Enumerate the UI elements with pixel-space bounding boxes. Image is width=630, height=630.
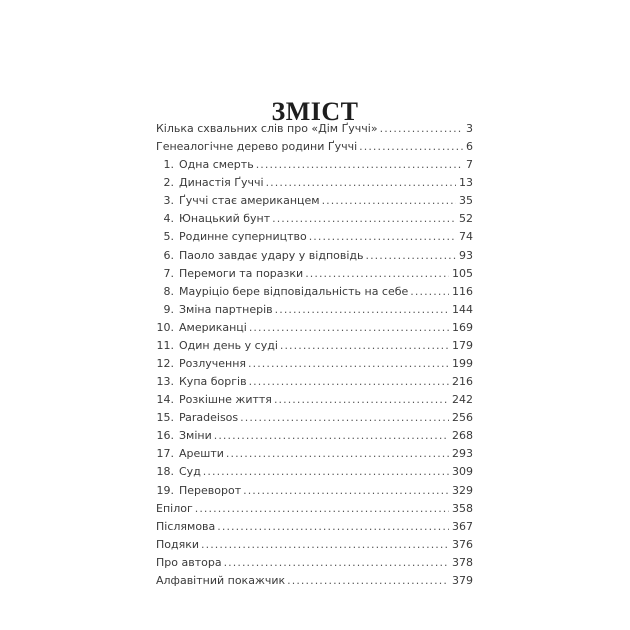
toc-entry (156, 500, 473, 518)
toc-entry-number: 6. (163, 248, 174, 262)
toc-entry-page-number: 199 (452, 357, 473, 371)
toc-entry (156, 409, 473, 427)
toc-entry-title: Розкішне життя (179, 393, 272, 407)
dot-leader (217, 518, 449, 536)
toc-entry-title: Родинне суперництво (179, 230, 307, 244)
toc-entry (156, 319, 473, 337)
dot-leader (410, 283, 449, 301)
toc-entry-page-number: 105 (452, 266, 473, 280)
dot-leader (274, 391, 449, 409)
toc-entry-page-number: 379 (452, 573, 473, 587)
toc-entry-page-number: 169 (452, 320, 473, 334)
toc-entry-number: 18. (156, 465, 174, 479)
dot-leader (280, 337, 449, 355)
toc-entry-title: Династія Ґуччі (179, 176, 264, 190)
toc-entry-page-number: 309 (452, 465, 473, 479)
toc-entry (156, 210, 473, 228)
toc-entry (156, 355, 473, 373)
toc-entry-title: Зміни (179, 429, 212, 443)
toc-entry-number: 1. (163, 158, 174, 172)
toc-entry (156, 228, 473, 246)
toc-entry-page-number: 74 (459, 230, 473, 244)
toc-entry-title: Паоло завдає удару у відповідь (179, 248, 364, 262)
toc-entry-page-number: 256 (452, 411, 473, 425)
toc-entry (156, 482, 473, 500)
toc-entry (156, 301, 473, 319)
dot-leader (248, 355, 449, 373)
toc-entry-page-number: 3 (466, 122, 473, 135)
toc-entry-page-number: 216 (452, 375, 473, 389)
toc-entry-title: Суд (179, 465, 201, 479)
toc-entry-title: Юнацький бунт (179, 212, 271, 226)
dot-leader (272, 210, 456, 228)
toc-entry-title: Зміна партнерів (179, 302, 273, 316)
toc-entry-page-number: 329 (452, 483, 473, 497)
toc-entry-number: 3. (163, 194, 174, 208)
toc-entry (156, 373, 473, 391)
dot-leader (224, 554, 449, 572)
dot-leader (322, 192, 456, 210)
table-of-contents (156, 120, 473, 590)
toc-entry (156, 283, 473, 301)
dot-leader (195, 500, 449, 518)
toc-entry-number: 8. (163, 284, 174, 298)
toc-entry-page-number: 242 (452, 393, 473, 407)
toc-entry-page-number: 376 (452, 537, 473, 551)
toc-entry-number: 2. (163, 176, 174, 190)
dot-leader (240, 409, 449, 427)
toc-entry-page-number: 293 (452, 447, 473, 461)
toc-entry-title: Подяки (156, 537, 200, 551)
dot-leader (203, 463, 449, 481)
toc-entry (156, 445, 473, 463)
toc-entry-page-number: 52 (459, 212, 473, 226)
toc-entry-title: Американці (179, 320, 247, 334)
dot-leader (275, 301, 449, 319)
toc-entry-page-number: 367 (452, 519, 473, 533)
toc-entry-title: Про автора (156, 555, 222, 569)
toc-entry-page-number: 13 (459, 176, 473, 190)
toc-entry-number: 4. (163, 212, 174, 226)
toc-entry-title: Кілька схвальних слів про «Дім Ґуччі» (156, 122, 378, 135)
toc-entry-title: Розлучення (179, 357, 247, 371)
toc-entry-page-number: 116 (452, 284, 473, 298)
toc-entry (156, 337, 473, 355)
toc-entry-number: 13. (156, 375, 174, 389)
toc-entry-page-number: 35 (459, 194, 473, 208)
dot-leader (359, 138, 463, 156)
toc-entry-title: Післямова (156, 519, 216, 533)
dot-leader (256, 156, 463, 174)
toc-entry-number: 10. (156, 320, 174, 334)
toc-entry-number: 11. (156, 338, 174, 352)
dot-leader (214, 427, 449, 445)
toc-entry-page-number: 179 (452, 338, 473, 352)
toc-entry-page-number: 358 (452, 501, 473, 515)
toc-entry (156, 247, 473, 265)
toc-entry (156, 518, 473, 536)
dot-leader (249, 373, 449, 391)
toc-entry-number: 12. (156, 357, 174, 371)
toc-entry-page-number: 6 (466, 140, 473, 154)
toc-entry-title: Генеалогічне дерево родини Ґуччі (156, 140, 358, 154)
dot-leader (249, 319, 449, 337)
toc-entry (156, 138, 473, 156)
toc-entry-title: Купа боргів (179, 375, 247, 389)
toc-entry-title: Мауріціо бере відповідальність на себе (179, 284, 409, 298)
dot-leader (266, 174, 456, 192)
toc-entry-number: 7. (163, 266, 174, 280)
toc-entry-page-number: 93 (459, 248, 473, 262)
toc-entry (156, 463, 473, 481)
toc-entry-page-number: 268 (452, 429, 473, 443)
toc-entry-number: 9. (163, 302, 174, 316)
toc-entry-page-number: 144 (452, 302, 473, 316)
page-title: ЗМІСТ (271, 97, 359, 127)
toc-entry-title: Перемоги та поразки (179, 266, 304, 280)
toc-entry-title: Один день у суді (179, 338, 278, 352)
toc-entry-title: Переворот (179, 483, 242, 497)
toc-entry-title: Paradeisos (179, 411, 239, 425)
dot-leader (380, 120, 463, 138)
toc-entry-title: Алфавітний покажчик (156, 573, 286, 587)
dot-leader (309, 228, 456, 246)
dot-leader (366, 247, 457, 265)
toc-entry (156, 427, 473, 445)
toc-entry-title: Ґуччі стає американцем (179, 194, 320, 208)
toc-entry (156, 120, 473, 138)
dot-leader (243, 482, 449, 500)
dot-leader (226, 445, 449, 463)
toc-entry-title: Одна смерть (179, 158, 254, 172)
toc-entry-page-number: 7 (466, 158, 473, 172)
dot-leader (201, 536, 449, 554)
dot-leader (287, 572, 449, 590)
toc-entry-title: Епілог (156, 501, 193, 515)
toc-entry-number: 5. (163, 230, 174, 244)
toc-entry (156, 554, 473, 572)
toc-entry (156, 265, 473, 283)
toc-entry-number: 16. (156, 429, 174, 443)
dot-leader (305, 265, 449, 283)
toc-entry-page-number: 378 (452, 555, 473, 569)
toc-entry-title: Арешти (179, 447, 224, 461)
toc-entry (156, 536, 473, 554)
toc-entry (156, 192, 473, 210)
toc-entry-number: 19. (156, 483, 174, 497)
toc-entry-number: 14. (156, 393, 174, 407)
toc-entry (156, 156, 473, 174)
toc-entry-number: 15. (156, 411, 174, 425)
toc-entry (156, 391, 473, 409)
toc-entry (156, 174, 473, 192)
toc-entry-number: 17. (156, 447, 174, 461)
toc-entry (156, 572, 473, 590)
